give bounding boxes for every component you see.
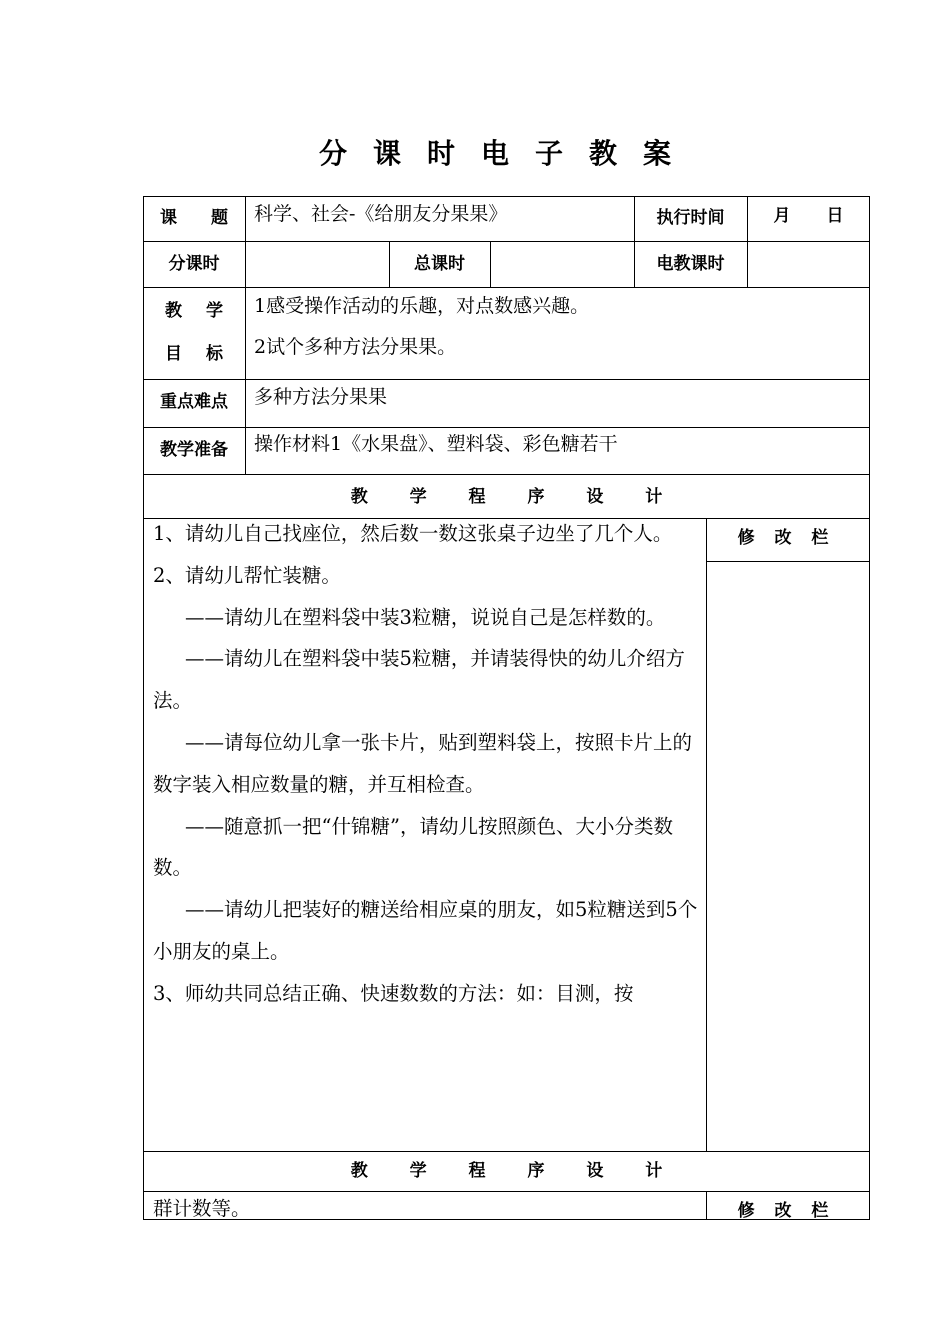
- col-divider: [490, 241, 491, 287]
- row-divider: [143, 474, 870, 475]
- objective-item: 2试个多种方法分果果。: [254, 336, 457, 358]
- key-points-label: 重点难点: [160, 392, 228, 412]
- program-design-heading: 教 学 程 序 设 计: [350, 487, 663, 507]
- row-divider: [143, 1191, 870, 1192]
- exec-time-label: 执行时间: [656, 208, 725, 228]
- procedure-step: 2、请幼儿帮忙装糖。: [153, 563, 341, 587]
- procedure-text: [153, 513, 698, 1015]
- media-period-label: 电教课时: [656, 254, 725, 274]
- col-divider: [245, 196, 246, 474]
- objectives-label: 教 学: [165, 301, 223, 321]
- row-divider: [143, 287, 870, 288]
- key-points-value: 多种方法分果果: [254, 386, 388, 408]
- topic-value: 科学、社会-《给朋友分果果》: [254, 203, 508, 225]
- procedure-step: 1、请幼儿自己找座位，然后数一数这张桌子边坐了几个人。: [153, 522, 673, 545]
- row-divider: [706, 561, 870, 562]
- col-divider: [706, 518, 707, 1151]
- objective-item: 1感受操作活动的乐趣，对点数感兴趣。: [254, 295, 590, 317]
- row-divider: [143, 427, 870, 428]
- procedure-step: ——随意抓一把“什锦糖”，请幼儿按照颜色、大小分类数数。: [153, 814, 673, 880]
- revision-column-label: 修 改 栏: [737, 528, 839, 548]
- procedure-continued: 群计数等。: [153, 1197, 251, 1220]
- topic-label: 课 题: [160, 208, 228, 228]
- exec-time-value: 月 日: [773, 206, 844, 226]
- sub-period-label: 分课时: [168, 254, 220, 274]
- program-design-heading: 教 学 程 序 设 计: [350, 1161, 663, 1181]
- row-divider: [143, 241, 870, 242]
- procedure-step: 3、师幼共同总结正确、快速数数的方法：如：目测，按: [153, 981, 634, 1005]
- revision-column-label: 修 改 栏: [737, 1201, 839, 1221]
- procedure-step: ——请幼儿在塑料袋中装3粒糖，说说自己是怎样数的。: [185, 605, 666, 629]
- procedure-step: ——请每位幼儿拿一张卡片，贴到塑料袋上，按照卡片上的数字装入相应数量的糖，并互相检查。: [153, 730, 693, 796]
- objectives-label: 目 标: [165, 344, 223, 364]
- row-divider: [143, 1151, 870, 1152]
- preparation-label: 教学准备: [160, 440, 228, 460]
- total-period-label: 总课时: [414, 254, 465, 274]
- procedure-step: ——请幼儿在塑料袋中装5粒糖，并请装得快的幼儿介绍方法。: [153, 647, 685, 713]
- row-divider: [143, 379, 870, 380]
- procedure-step: ——请幼儿把装好的糖送给相应桌的朋友，如5粒糖送到5个小朋友的桌上。: [153, 898, 698, 963]
- page-title: 分课时电子教案: [318, 137, 697, 170]
- preparation-value: 操作材料1《水果盘》、塑料袋、彩色糖若干: [254, 433, 618, 455]
